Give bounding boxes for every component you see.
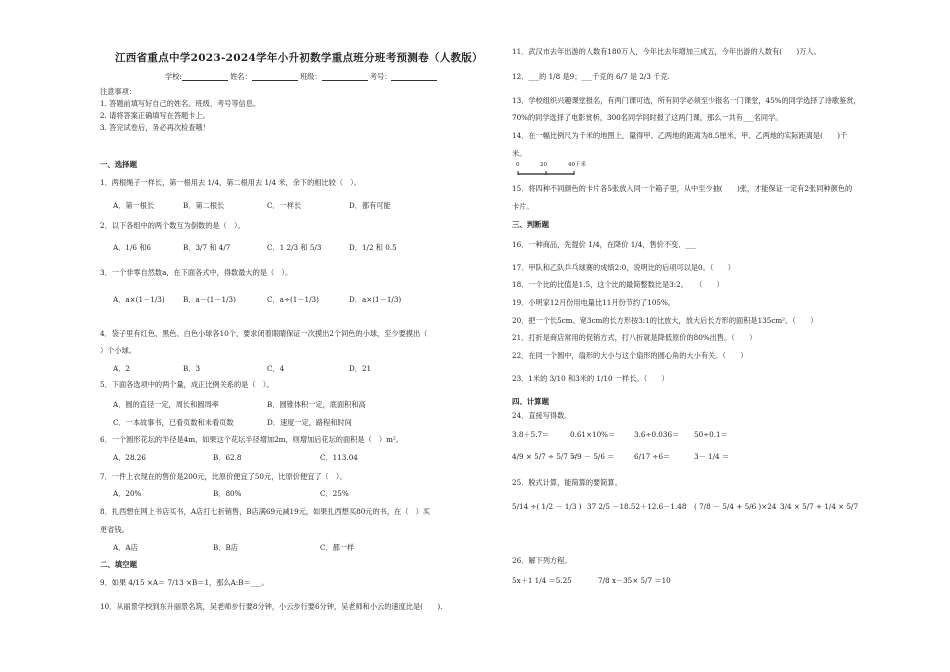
q5-option-a[interactable]: A．圆的直径一定，周长和圆周率 — [113, 400, 219, 409]
question-11: 11．武汉市去年出游的人数有180万人，今年比去年增加三成五，今年出游的人数有( )万人。 — [512, 47, 821, 56]
question-1: 1．两根绳子一样长，第一根用去 1/4，第二根用去 1/4 米，余下的相比较（ ）。 — [100, 178, 361, 187]
q5-option-c[interactable]: C．一本故事书，已看页数和未看页数 — [113, 418, 234, 427]
map-scale-bar — [516, 163, 596, 175]
question-21: 21．打折是商店常用的促销方式，打八折就是降低原价的80%出售。（ ） — [512, 333, 757, 342]
q4-option-d[interactable]: D．21 — [349, 364, 372, 373]
section-choice: 一、选择题 — [100, 160, 137, 169]
q8-option-a[interactable]: A．A店 — [113, 543, 138, 552]
scale-label-0: 0 — [516, 162, 520, 168]
section-calc: 四、计算题 — [512, 397, 549, 406]
q2-option-b[interactable]: B．3/7 和 4/7 — [183, 243, 231, 252]
name-blank[interactable] — [252, 73, 298, 81]
q4-option-b[interactable]: B．3 — [183, 364, 201, 373]
question-15-line2: 卡片。 — [512, 202, 534, 211]
q2-option-c[interactable]: C．1 2/3 和 5/3 — [267, 243, 322, 252]
q24-item-6: 5/9 － 5/6 ＝ — [570, 452, 615, 461]
note-1: 1. 答题前填写好自己的姓名、班级、考号等信息。 — [100, 99, 261, 108]
question-5: 5．下面各选项中的两个量，成正比例关系的是（ ）。 — [100, 380, 274, 389]
question-14-line2: 米。 — [512, 149, 527, 158]
q1-option-c[interactable]: C．一样长 — [267, 201, 302, 210]
q1-option-d[interactable]: D．都有可能 — [349, 201, 391, 210]
q25-item-4: 3/4 × 5/7 + 1/4 × 5/7 — [780, 502, 859, 511]
question-13-line2: 70%的同学选择了电影赏析，300名同学同时报了这两门课，那么一共有___名同学。 — [512, 113, 783, 122]
note-3: 3. 答完试卷后，务必再次检查哦！ — [100, 123, 210, 132]
q1-option-a[interactable]: A．第一根长 — [113, 201, 155, 210]
question-14-line1: 14．在一幅比例尺为千米的地图上，量得甲、乙两地的距离为8.5厘米，甲、乙两地的实际距离是( )千 — [512, 131, 848, 140]
q2-option-d[interactable]: D．1/2 和 0.5 — [349, 243, 397, 252]
q7-option-c[interactable]: C．25% — [320, 489, 349, 498]
notes-heading: 注意事项： — [100, 87, 136, 96]
q25-item-1: 5/14 ÷( 1/2 － 1/3 ) — [512, 502, 582, 511]
question-24: 24．直接写得数。 — [512, 411, 572, 420]
q24-item-2: 0.61×10%＝ — [570, 430, 616, 439]
q5-option-b[interactable]: B．圆锥体积一定，底面积和高 — [267, 400, 366, 409]
q25-item-3: ( 7/8 － 5/4 + 5/6 )×24 — [694, 502, 777, 511]
question-8-line1: 8．扎西想在网上书店买书，A店打七折销售，B店满69元减19元，如果扎西想买80元的书，在（ ）买 — [100, 507, 430, 516]
q25-item-2: 37 2/5 －18.52＋12.6－1.48 — [587, 502, 687, 511]
q6-option-c[interactable]: C．113.04 — [320, 453, 358, 462]
q24-item-4: 50÷0.1＝ — [694, 430, 728, 439]
question-17: 17．甲队和乙队乒乓球赛的成绩2:0，说明比的后项可以是0。（ ） — [512, 263, 735, 272]
question-19: 19．小明家12月份用电量比11月份节约了105%。 — [512, 298, 675, 307]
q7-option-b[interactable]: B．80% — [213, 489, 242, 498]
q6-option-b[interactable]: B．62.8 — [213, 453, 242, 462]
q8-option-c[interactable]: C．都一样 — [320, 543, 355, 552]
q4-option-c[interactable]: C．4 — [267, 364, 285, 373]
q3-option-b[interactable]: B．a－(1－1/3) — [183, 295, 236, 304]
examno-blank[interactable] — [391, 73, 437, 81]
name-label: 姓名： — [230, 72, 252, 81]
question-18: 18．一个比的比值是1.5，这个比的最简整数比是3:2。 （ ） — [512, 280, 724, 289]
q26-item-1: 5x＋1 1/4 ＝5.25 — [512, 576, 572, 585]
q2-option-a[interactable]: A．1/6 和6 — [113, 243, 151, 252]
question-2: 2．以下各组中的两个数互为倒数的是（ ）。 — [100, 221, 245, 230]
question-20: 20．把一个长5cm、宽3cm的长方形按3:1的比放大，放大后长方形的面积是135cm²。（ ） — [512, 316, 818, 325]
section-judge: 三、判断题 — [512, 220, 549, 229]
q5-option-d[interactable]: D．速度一定，路程和时间 — [267, 418, 352, 427]
q24-item-7: 6/17 ÷6＝ — [634, 452, 671, 461]
question-12: 12．___的 1/8 是9；___千克的 6/7 是 2/3 千克. — [512, 72, 670, 81]
q4-option-a[interactable]: A．2 — [113, 364, 130, 373]
q3-option-d[interactable]: D．a×(1－1/3) — [349, 295, 402, 304]
question-6: 6．一个圆形花坛的半径是4m，如果这个花坛半径增加2m，则增加后花坛的面积是（ ）m²。 — [100, 435, 403, 444]
question-26: 26．解下列方程。 — [512, 556, 572, 565]
q24-item-3: 3.6÷0.036＝ — [634, 430, 680, 439]
q7-option-a[interactable]: A．20% — [113, 489, 142, 498]
question-16: 16．一种商品，先提价 1/4，在降价 1/4，售价不变．___ — [512, 240, 697, 249]
examno-label: 考号： — [369, 72, 392, 81]
question-23: 23．1米的 3/10 和3米的 1/10 一样长。（ ） — [512, 374, 669, 383]
section-fill: 二、填空题 — [100, 560, 137, 569]
q24-item-5: 4/9 × 5/7 ÷ 5/7 ＝ — [512, 452, 578, 461]
question-13-line1: 13．学校组织兴趣课堂报名，有两门课可选，所有同学必须至少报名一门课堂，45%的同学选择了诗歌鉴赏， — [512, 96, 861, 105]
page-title: 江西省重点中学2023-2024学年小升初数学重点班分班考预测卷（人教版） — [115, 52, 483, 64]
q1-option-b[interactable]: B．第二根长 — [183, 201, 225, 210]
q8-option-b[interactable]: B．B店 — [213, 543, 238, 552]
question-3: 3．一个非零自然数a，在下面各式中，得数最大的是（ ）。 — [100, 268, 293, 277]
question-10: 10．从丽景学校到东升丽景名筑，吴老师步行要8分钟，小云步行要6分钟，吴老师和小云的速度比是( ). — [100, 602, 443, 611]
question-22: 22．在同一个圆中，扇形的大小与这个扇形的圆心角的大小有关。（ ） — [512, 351, 748, 360]
school-label: 学校: — [165, 72, 182, 81]
info-fields — [165, 72, 437, 81]
note-2: 2. 请将答案正确填写在答题卡上。 — [100, 111, 210, 120]
q3-option-a[interactable]: A．a×(1－1/3) — [113, 295, 165, 304]
q24-item-8: 3－ 1/4 ＝ — [694, 452, 730, 461]
question-4-line2: ）个小球。 — [100, 346, 136, 355]
class-blank[interactable] — [322, 73, 368, 81]
question-9: 9．如果 4/15 ×A＝ 7/13 ×B＝1，那么A:B＝___。 — [100, 578, 269, 587]
class-label: 班级： — [299, 72, 322, 81]
question-7: 7．一件上衣现在的售价是200元，比原价便宜了50元，比原价便宜了（ ）。 — [100, 472, 347, 481]
question-8-line2: 更省钱。 — [100, 525, 129, 534]
school-blank[interactable] — [182, 73, 228, 81]
q6-option-a[interactable]: A．28.26 — [113, 453, 146, 462]
question-25: 25．脱式计算，能简算的要简算。 — [512, 478, 622, 487]
q24-item-1: 3.8＋5.7＝ — [512, 430, 550, 439]
question-15-line1: 15．将四种不同颜色的卡片各5张放入同一个箱子里，从中至少抽( )张，才能保证一定有2张同种颜色的 — [512, 184, 853, 193]
scale-label-20: 20 — [540, 162, 547, 168]
scale-label-40: 40千米 — [568, 162, 586, 168]
q3-option-c[interactable]: C．a÷(1－1/3) — [267, 295, 319, 304]
question-4-line1: 4．袋子里有红色、黑色、白色小球各10个，要求闭着眼睛保证一次摸出2个同色的小球，至少要摸出（ — [100, 329, 428, 338]
q26-item-2: 7/8 x－35× 5/7 ＝10 — [598, 576, 671, 585]
